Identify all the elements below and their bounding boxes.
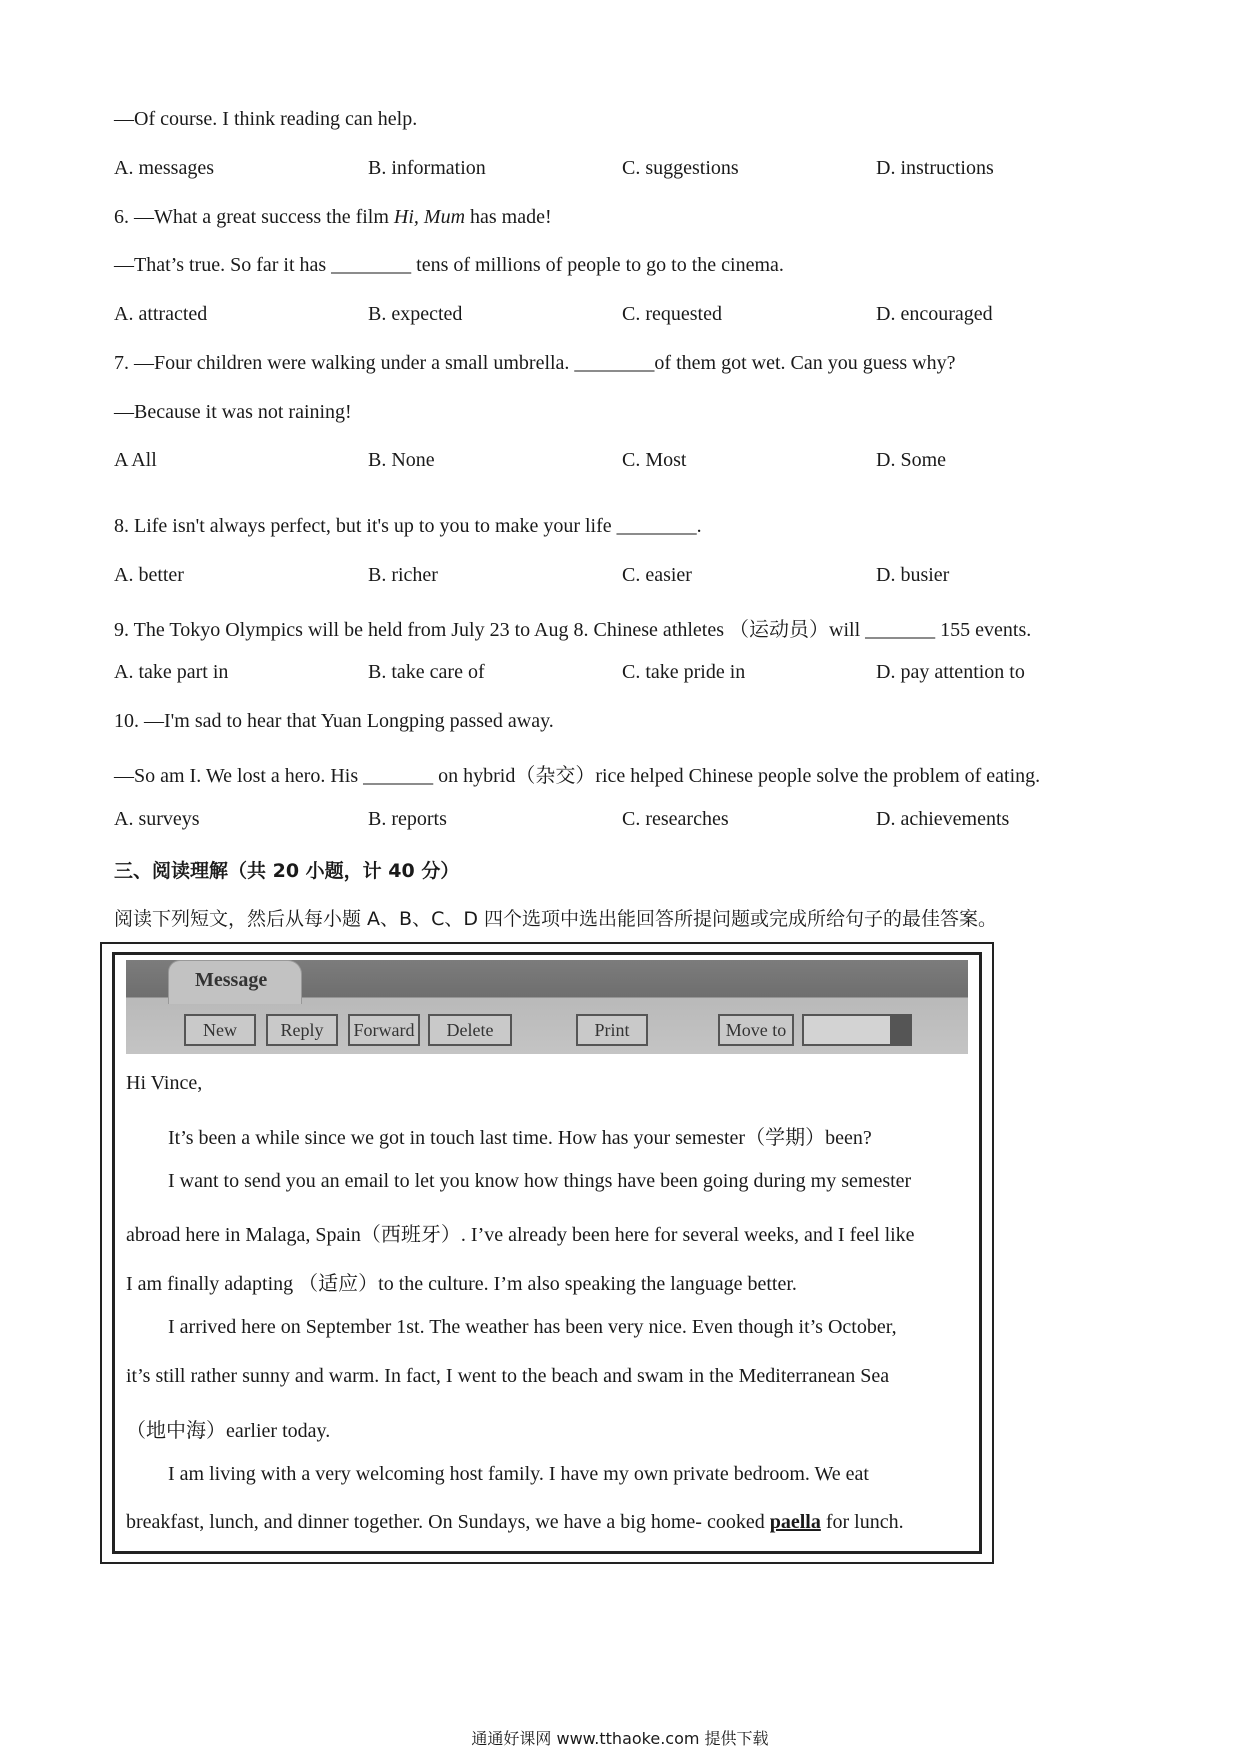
email-line-3: abroad here in Malaga, Spain（西班牙）. I’ve already been here for several weeks, and I feel like (126, 1224, 915, 1246)
email-line-8: I am living with a very welcoming host family. I have my own private bedroom. We eat (168, 1463, 869, 1485)
q9-option-a: A. take part in (114, 661, 229, 683)
q7-option-a: A All (114, 449, 157, 471)
q5-option-c: C. suggestions (622, 157, 739, 179)
q10-option-c: C. researches (622, 808, 729, 830)
delete-button[interactable]: Delete (428, 1014, 512, 1046)
q10-reply: —So am I. We lost a hero. His _______ on hybrid（杂交）rice helped Chinese people solve the problem of eating. (114, 765, 1041, 787)
email-line-4: I am finally adapting （适应）to the culture. I’m also speaking the language better. (126, 1273, 797, 1295)
q5-option-a: A. messages (114, 157, 214, 179)
email-line-5: I arrived here on September 1st. The weather has been very nice. Even though it’s October, (168, 1316, 897, 1338)
email-greeting: Hi Vince, (126, 1072, 203, 1094)
print-button[interactable]: Print (576, 1014, 648, 1046)
underlined-word-paella: paella (769, 1511, 821, 1533)
page-footer: 通通好课网 www.tthaoke.com 提供下载 (471, 1729, 769, 1748)
email-toolbar (126, 960, 968, 1054)
q8-option-b: B. richer (368, 564, 438, 586)
email-line-9 (126, 1511, 904, 1534)
q6-stem (114, 206, 552, 229)
q7-reply: —Because it was not raining! (114, 401, 352, 423)
q6-stem-prefix: 6. —What a great success the film (114, 206, 394, 228)
q5-option-b: B. information (368, 157, 486, 179)
q9-option-b: B. take care of (368, 661, 485, 683)
q6-stem-suffix: has made! (465, 206, 552, 228)
q5-reply: —Of course. I think reading can help. (114, 108, 418, 130)
email-line-9-prefix: breakfast, lunch, and dinner together. On Sundays, we have a big home- cooked (126, 1511, 770, 1533)
q7-stem: 7. —Four children were walking under a small umbrella. ________of them got wet. Can you guess why? (114, 352, 956, 374)
q7-option-b: B. None (368, 449, 435, 471)
q7-option-d: D. Some (876, 449, 946, 471)
forward-button[interactable]: Forward (348, 1014, 420, 1046)
reply-button[interactable]: Reply (266, 1014, 338, 1046)
q10-stem: 10. —I'm sad to hear that Yuan Longping passed away. (114, 710, 554, 732)
email-line-2: I want to send you an email to let you know how things have been going during my semester (168, 1170, 912, 1192)
q6-option-a: A. attracted (114, 303, 208, 325)
q8-stem: 8. Life isn't always perfect, but it's up to you to make your life ________. (114, 515, 702, 537)
section-instruction: 阅读下列短文，然后从每小题 A、B、C、D 四个选项中选出能回答所提问题或完成所给句子的最佳答案。 (114, 908, 998, 930)
q7-option-c: C. Most (622, 449, 687, 471)
email-line-1: It’s been a while since we got in touch last time. How has your semester（学期）been? (168, 1127, 872, 1149)
q9-stem: 9. The Tokyo Olympics will be held from July 23 to Aug 8. Chinese athletes （运动员）will _______ 155 events. (114, 619, 1032, 641)
q9-option-c: C. take pride in (622, 661, 746, 683)
new-button[interactable]: New (184, 1014, 256, 1046)
q10-option-a: A. surveys (114, 808, 200, 830)
q8-option-a: A. better (114, 564, 184, 586)
q6-option-b: B. expected (368, 303, 463, 325)
q6-option-d: D. encouraged (876, 303, 993, 325)
q10-option-d: D. achievements (876, 808, 1010, 830)
q8-option-d: D. busier (876, 564, 950, 586)
q5-option-d: D. instructions (876, 157, 994, 179)
message-tab[interactable]: Message (168, 960, 302, 1004)
email-line-7: （地中海）earlier today. (126, 1420, 331, 1442)
dropdown-arrow-icon[interactable] (890, 1016, 910, 1044)
q6-option-c: C. requested (622, 303, 722, 325)
q10-option-b: B. reports (368, 808, 447, 830)
email-line-9-suffix: for lunch. (820, 1511, 904, 1533)
q6-reply: —That’s true. So far it has ________ tens of millions of people to go to the cinema. (114, 254, 784, 276)
move-to-dropdown[interactable] (802, 1014, 912, 1046)
q6-film-title: Hi, Mum (393, 206, 466, 228)
move-to-button[interactable]: Move to (718, 1014, 794, 1046)
q8-option-c: C. easier (622, 564, 692, 586)
email-line-6: it’s still rather sunny and warm. In fact, I went to the beach and swam in the Mediterranean Sea (126, 1365, 890, 1387)
section-title: 三、阅读理解（共 20 小题，计 40 分） (114, 860, 460, 882)
q9-option-d: D. pay attention to (876, 661, 1025, 683)
